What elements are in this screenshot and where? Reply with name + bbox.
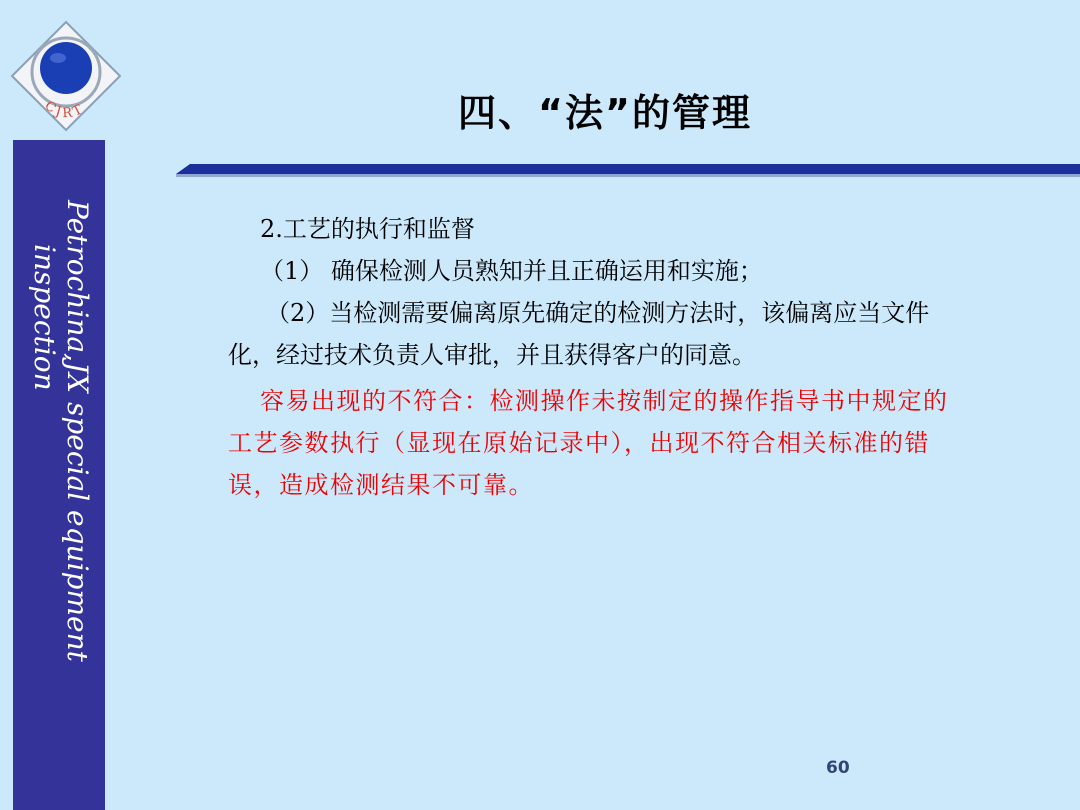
point-1: （1） 确保检测人员熟知并且正确运用和实施； <box>260 257 763 285</box>
slide-content <box>228 208 956 506</box>
section-heading: 2.工艺的执行和监督 <box>260 215 475 243</box>
point-2: （2）当检测需要偏离原先确定的检测方法时，该偏离应当文件化，经过技术负责人审批，并且获得客户的同意。 <box>228 299 930 369</box>
sidebar-organization-text <box>28 200 94 662</box>
nonconformity-warning: 容易出现的不符合：检测操作未按制定的操作指导书中规定的工艺参数执行（显现在原始记录中），出现不符合相关标准的错误，造成检测结果不可靠。 <box>228 387 949 499</box>
sidebar-text-line-1: Petrochina,JX special equipment <box>61 200 94 662</box>
title-divider <box>176 164 1080 178</box>
cjrt-logo-icon <box>8 18 124 134</box>
logo-text: CJRT <box>41 98 88 122</box>
page-number: 60 <box>826 758 850 778</box>
slide-title: 四、“法”的管理 <box>458 91 752 135</box>
sidebar-text-line-2: inspection <box>28 244 61 391</box>
